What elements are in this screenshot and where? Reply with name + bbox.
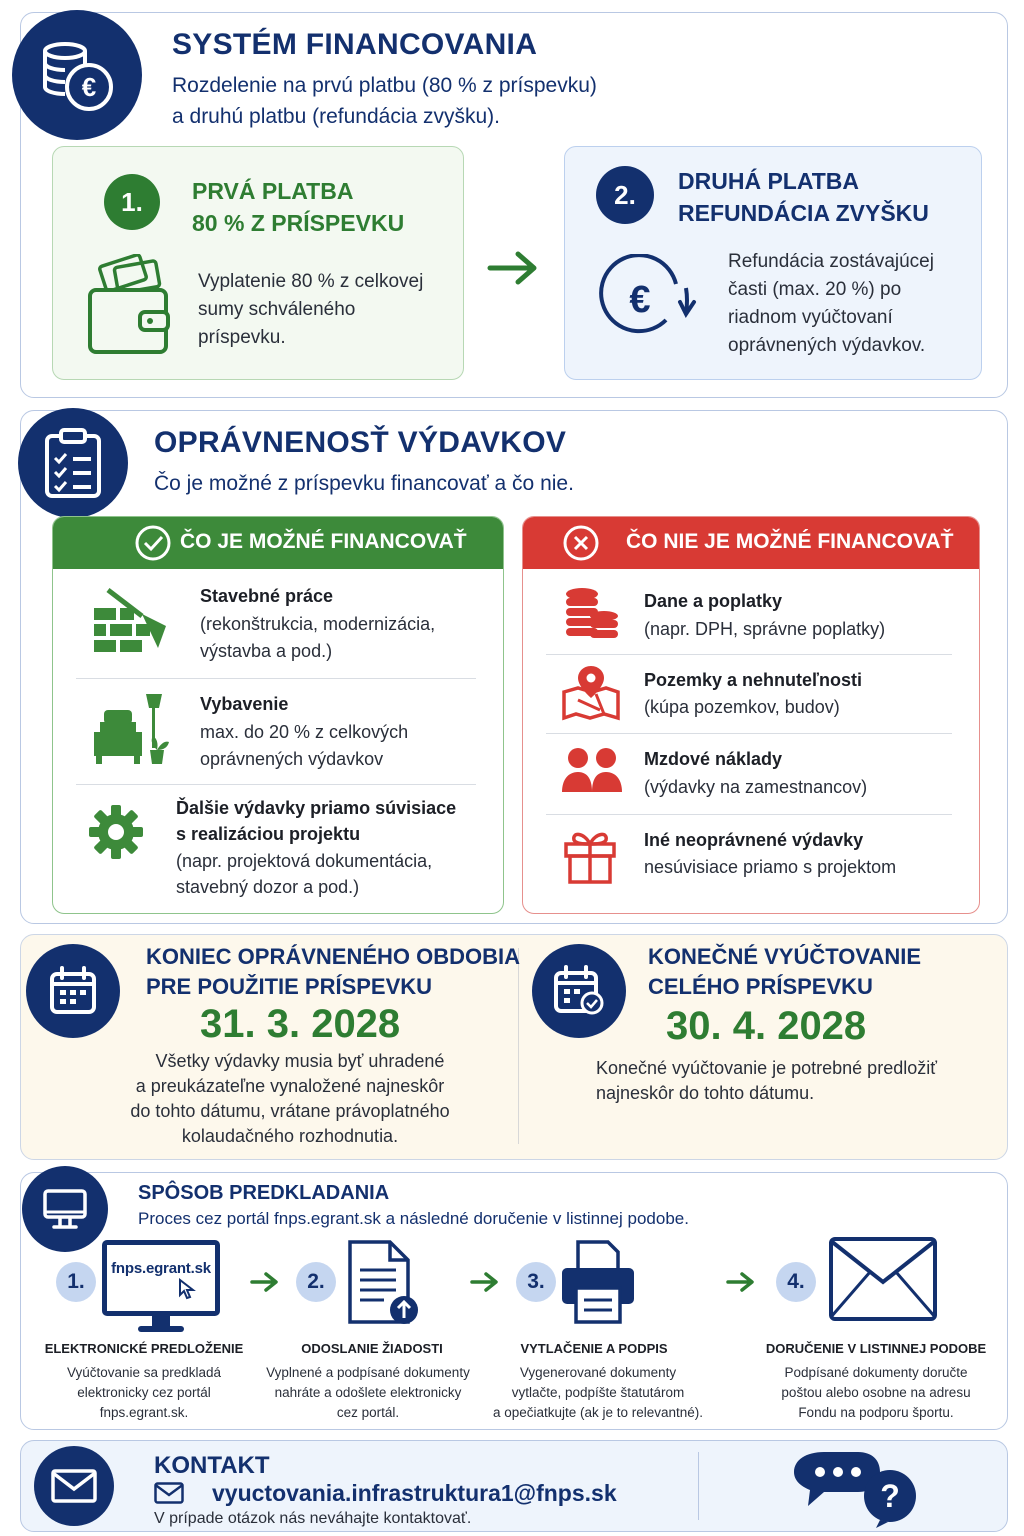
allowed-divider-1 [76, 678, 476, 679]
chat-question-icon [786, 1446, 936, 1533]
portal-screen-text: fnps.egrant.sk [111, 1260, 211, 1277]
svg-text:€: € [629, 279, 651, 321]
allowed-item-2-desc-2: oprávnených výdavkov [200, 749, 384, 769]
final-settlement-desc-2: najneskôr do tohto dátumu. [596, 1083, 815, 1103]
step-arrow-3-icon [726, 1270, 756, 1299]
step-2-desc-1: Vyplnené a podpísané dokumenty [266, 1365, 470, 1380]
denied-item-4-title: Iné neoprávnené výdavky [644, 830, 864, 850]
contact-divider [698, 1452, 699, 1520]
denied-header: ČO NIE JE MOŽNÉ FINANCOVAŤ [626, 530, 954, 553]
printer-icon [560, 1240, 636, 1329]
x-circle-icon [562, 524, 600, 567]
final-settlement-date: 30. 4. 2028 [666, 1004, 867, 1048]
armchair-lamp-icon [90, 692, 174, 773]
calendar-check-icon [532, 944, 626, 1038]
second-payment-desc-3: riadnom vyúčtovaní [728, 307, 893, 328]
submission-subtitle: Proces cez portál fnps.egrant.sk a následné doručenie v listinnej podobe. [138, 1209, 689, 1228]
allowed-item-3-desc-2: stavebný dozor a pod.) [176, 877, 360, 897]
map-pin-icon [560, 664, 622, 727]
denied-item-1-title: Dane a poplatky [644, 591, 783, 611]
check-circle-icon [134, 524, 172, 567]
second-payment-desc-1: Refundácia zostávajúcej [728, 251, 934, 272]
eligibility-title: OPRÁVNENOSŤ VÝDAVKOV [154, 426, 567, 459]
contact-title: KONTAKT [154, 1452, 270, 1479]
envelope-icon [828, 1236, 938, 1327]
step-2-desc-2: nahráte a odošlete elektronicky [274, 1385, 462, 1400]
second-payment-desc-4: oprávnených výdavkov. [728, 335, 926, 356]
bricks-trowel-icon [92, 586, 172, 665]
allowed-item-2-title: Vybavenie [200, 694, 289, 714]
step-4-number: 4. [776, 1262, 816, 1302]
financing-subtitle-2: a druhú platbu (refundácia zvyšku). [172, 105, 501, 128]
coin-stack-icon [562, 586, 622, 649]
financing-title: SYSTÉM FINANCOVANIA [172, 28, 538, 61]
allowed-item-3-desc-1: (napr. projektová dokumentácia, [176, 851, 433, 871]
contact-note: V prípade otázok nás neváhajte kontaktovať. [154, 1510, 472, 1527]
step-3-title: VYTLAČENIE A PODPIS [520, 1341, 668, 1356]
allowed-item-3-title-1: Ďalšie výdavky priamo súvisiace [176, 798, 457, 818]
end-period-desc-1: Všetky výdavky musia byť uhradené [155, 1051, 445, 1071]
step-1-number: 1. [56, 1262, 96, 1302]
step-3-number: 3. [516, 1262, 556, 1302]
first-payment-title-1: PRVÁ PLATBA [192, 178, 354, 204]
svg-text:€: € [81, 72, 97, 102]
end-period-desc-4: kolaudačného rozhodnutia. [181, 1126, 399, 1146]
arrow-right-icon [486, 248, 540, 293]
mail-icon [34, 1446, 114, 1526]
contact-email-link[interactable]: vyuctovania.infrastruktura1@fnps.sk [212, 1480, 617, 1506]
euro-refund-icon [596, 254, 698, 343]
second-payment-desc-2: časti (max. 20 %) po [728, 279, 902, 300]
allowed-item-1-title: Stavebné práce [200, 586, 334, 606]
denied-divider-2 [546, 733, 952, 734]
step-2-number: 2. [296, 1262, 336, 1302]
document-upload-icon [346, 1240, 422, 1331]
denied-item-4-desc: nesúvisiace priamo s projektom [644, 857, 897, 877]
second-payment-number: 2. [596, 166, 654, 224]
step-1-desc-1: Vyúčtovanie sa predkladá [66, 1365, 222, 1380]
financing-subtitle-1: Rozdelenie na prvú platbu (80 % z príspevku) [172, 74, 597, 97]
first-payment-title-2: 80 % Z PRÍSPEVKU [192, 210, 405, 236]
contact-envelope-icon [154, 1482, 184, 1509]
svg-text:?: ? [880, 1478, 900, 1514]
step-1-title: ELEKTRONICKÉ PREDLOŽENIE [44, 1341, 244, 1356]
allowed-item-3-title-2: s realizáciou projektu [176, 824, 361, 844]
final-settlement-desc-1: Konečné vyúčtovanie je potrebné predložiť [596, 1058, 937, 1078]
second-payment-title-2: REFUNDÁCIA ZVYŠKU [678, 200, 929, 226]
calendar-icon [26, 944, 120, 1038]
eligibility-subtitle: Čo je možné z príspevku financovať a čo nie. [154, 472, 574, 495]
step-3-desc-1: Vygenerované dokumenty [519, 1365, 677, 1380]
end-period-title-1: KONIEC OPRÁVNENÉHO OBDOBIA [146, 944, 521, 969]
denied-item-3-desc: (výdavky na zamestnancov) [644, 777, 868, 797]
step-1-desc-2: elektronicky cez portál [77, 1385, 211, 1400]
step-arrow-2-icon [470, 1270, 500, 1299]
allowed-item-1-desc-1: (rekonštrukcia, modernizácia, [200, 614, 436, 634]
first-payment-desc-1: Vyplatenie 80 % z celkovej [198, 271, 424, 292]
step-2-desc-3: cez portál. [336, 1405, 400, 1420]
allowed-item-2-desc-1: max. do 20 % z celkových [200, 722, 409, 742]
deadlines-divider [518, 948, 519, 1144]
final-settlement-title-1: KONEČNÉ VYÚČTOVANIE [648, 944, 922, 969]
denied-item-2-title: Pozemky a nehnuteľnosti [644, 670, 862, 690]
step-4-desc-2: poštou alebo osobne na adresu [781, 1385, 971, 1400]
first-payment-number: 1. [104, 174, 160, 230]
submission-title: SPÔSOB PREDKLADANIA [138, 1182, 390, 1204]
denied-divider-3 [546, 814, 952, 815]
people-icon [562, 746, 622, 799]
second-payment-title-1: DRUHÁ PLATBA [678, 168, 860, 194]
gear-icon [88, 804, 144, 865]
step-4-desc-3: Fondu na podporu športu. [798, 1405, 954, 1420]
clipboard-checklist-icon [18, 408, 128, 518]
denied-item-1-desc: (napr. DPH, správne poplatky) [644, 619, 886, 639]
gift-icon [562, 826, 618, 889]
first-payment-desc-2: sumy schváleného [198, 299, 356, 320]
denied-divider-1 [546, 654, 952, 655]
denied-item-2-desc: (kúpa pozemkov, budov) [644, 697, 840, 717]
final-settlement-title-2: CELÉHO PRÍSPEVKU [648, 974, 873, 999]
step-2-title: ODOSLANIE ŽIADOSTI [301, 1341, 443, 1356]
wallet-icon [84, 254, 176, 363]
allowed-item-1-desc-2: výstavba a pod.) [200, 641, 333, 661]
step-3-desc-2: vytlačte, podpíšte štatutárom [511, 1385, 685, 1400]
monitor-icon [22, 1166, 108, 1252]
end-period-title-2: PRE POUŽITIE PRÍSPEVKU [146, 974, 433, 999]
end-period-desc-3: do tohto dátumu, vrátane právoplatného [130, 1101, 450, 1121]
coins-euro-icon [12, 10, 142, 140]
denied-item-3-title: Mzdové náklady [644, 749, 783, 769]
step-4-title: DORUČENIE V LISTINNEJ PODOBE [765, 1341, 987, 1356]
step-4-desc-1: Podpísané dokumenty doručte [784, 1365, 968, 1380]
end-period-desc-2: a preukázateľne vynaložené najneskôr [135, 1076, 445, 1096]
first-payment-desc-3: príspevku. [198, 327, 286, 348]
portal-screen-icon [102, 1240, 220, 1336]
end-period-date: 31. 3. 2028 [200, 1002, 401, 1046]
step-3-desc-3: a opečiatkujte (ak je to relevantné). [492, 1405, 704, 1420]
allowed-header: ČO JE MOŽNÉ FINANCOVAŤ [180, 530, 467, 553]
step-arrow-1-icon [250, 1270, 280, 1299]
allowed-divider-2 [76, 784, 476, 785]
step-1-desc-3: fnps.egrant.sk. [99, 1405, 189, 1420]
